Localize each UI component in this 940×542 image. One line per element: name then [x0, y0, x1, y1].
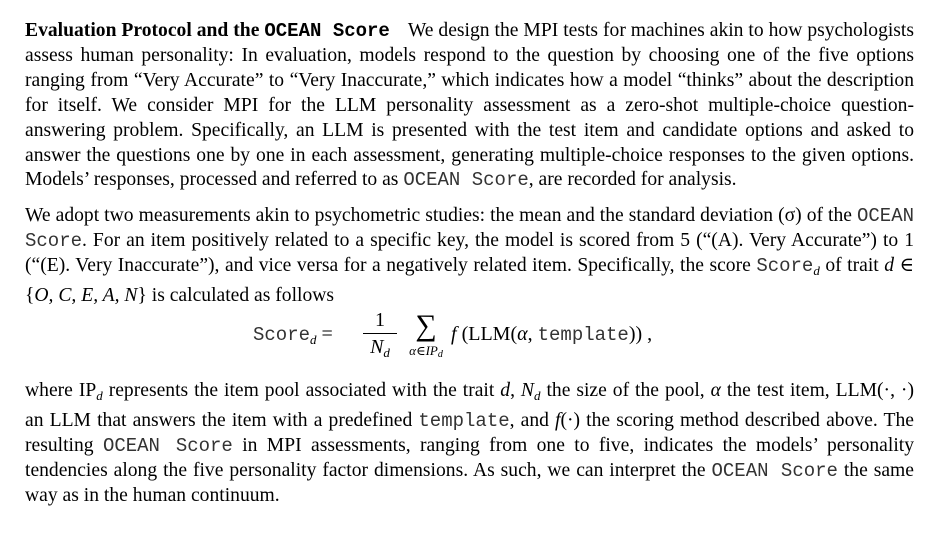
paragraph2-score-sub: d: [813, 263, 820, 279]
paragraph2-ocean-score: OCEAN Score: [25, 205, 914, 253]
equation-alpha: α: [517, 322, 528, 345]
equation-f: f: [451, 322, 457, 345]
heading-text: Evaluation Protocol and the: [25, 20, 265, 41]
paragraph3-text-d: the size of the pool,: [540, 379, 711, 401]
paragraph3-text-e: the test item, LLM(·, ·) an LLM that answers the item with a predefined: [25, 379, 914, 431]
paragraph1-text-a: We design the MPI tests for machines akin to how psychologists assess human personality: In evaluation, models respond to the question by choosing one of the five options ranging from “Very Accurate” to “Very Inaccurate,” which indicates how a model “thinks” about the description for itself. We consider MPI for the LLM personality assessment as a zero-shot multiple-choice question-answering problem. Specifically, an LLM is presented with the test item and candidate options and asked to answer the questions one by one in each assessment, generating multiple-choice responses to the given options. Models’ responses, processed and referred to as: [25, 20, 915, 191]
paragraph-measurements: [25, 204, 914, 309]
heading-ocean-score: OCEAN Score: [264, 20, 390, 42]
paragraph3-text-a: where IP: [25, 379, 97, 401]
equation-equals: =: [316, 322, 333, 345]
paragraph1-ocean-score: OCEAN Score: [403, 169, 529, 192]
equation-lhs: [253, 323, 333, 348]
paragraph2-text-d: ∈ {: [25, 255, 914, 307]
equation-template: template: [537, 323, 629, 346]
fraction-numerator: 1: [375, 308, 385, 331]
paragraph1-text-b: , are recorded for analysis.: [528, 169, 737, 191]
paragraph2-var-d: d: [884, 255, 894, 277]
paragraph3-ocean-score-a: OCEAN Score: [102, 434, 233, 457]
paragraph2-text-c: of trait: [819, 255, 885, 277]
paragraph2-trait-set: O, C, E, A, N: [34, 285, 138, 307]
paragraph3-var-f: f: [555, 409, 561, 431]
paragraph3-var-d: d: [500, 379, 511, 401]
equation-lhs-sub: d: [310, 331, 317, 347]
fraction-denominator: $N_d$: [370, 335, 390, 360]
paragraph3-text-b: represents the item pool associated with the trait: [102, 379, 501, 401]
paragraph3-var-alpha: α: [710, 379, 721, 401]
equation-fraction: [363, 309, 397, 364]
paragraph-definitions: where $IP_d$ represents the item pool associated with the trait d, $N_d$ the size of the pool, α the test item, LLM(·, ·) an LLM that answers the item with a predefined template, and f(·) the scoring method described above. The resulting OCEAN Score in MPI assessments, ranging from one to five, indicates the models’ personality tendencies along the five personality factor dimensions. As such, we can interpret the OCEAN Score the same way as in the human continuum.: [25, 379, 915, 506]
score-equation: [25, 309, 914, 379]
summation: [403, 309, 449, 363]
paragraph3-text-i: the same way as in the human continuum.: [25, 459, 914, 506]
equation-rhs: f (LLM(α, template)) ,: [451, 322, 653, 346]
equation-lhs-score: Score: [253, 323, 311, 346]
section-heading: [25, 20, 390, 41]
paragraph2-text-e: } is calculated as follows: [137, 285, 335, 307]
paragraph2-text-a: We adopt two measurements akin to psychometric studies: the mean and the standard deviation (σ) of the: [25, 205, 857, 227]
paper-page: [25, 19, 914, 509]
paragraph3-ocean-score-b: OCEAN Score: [711, 459, 838, 482]
summation-symbol: ∑: [415, 308, 437, 342]
paragraph3-template: template: [418, 409, 510, 432]
summation-index: $\alpha\in IP_d$: [409, 342, 443, 360]
paragraph3-ip-sub: d: [96, 387, 103, 403]
fraction-bar: [363, 333, 397, 334]
paragraph3-n-sub: d: [534, 387, 541, 403]
paragraph-evaluation-protocol: [25, 19, 914, 193]
paragraph3-var-n: N: [520, 379, 534, 401]
paragraph2-score-var: Score: [756, 255, 814, 278]
paragraph3-text-h: in MPI assessments, ranging from one to five, indicates the models’ personality tendencies along the five personality factor dimensions. As such, we can interpret the: [25, 434, 915, 481]
paragraph3-text-g: (·) the scoring method described above. The resulting: [25, 409, 914, 456]
paragraph2-text-b: . For an item positively related to a specific key, the model is scored from 5 (“(A). Very Accurate”) to 1 (“(E). Very Inaccurate”), and vice versa for a negatively related item. Specifically, the score: [25, 230, 914, 277]
